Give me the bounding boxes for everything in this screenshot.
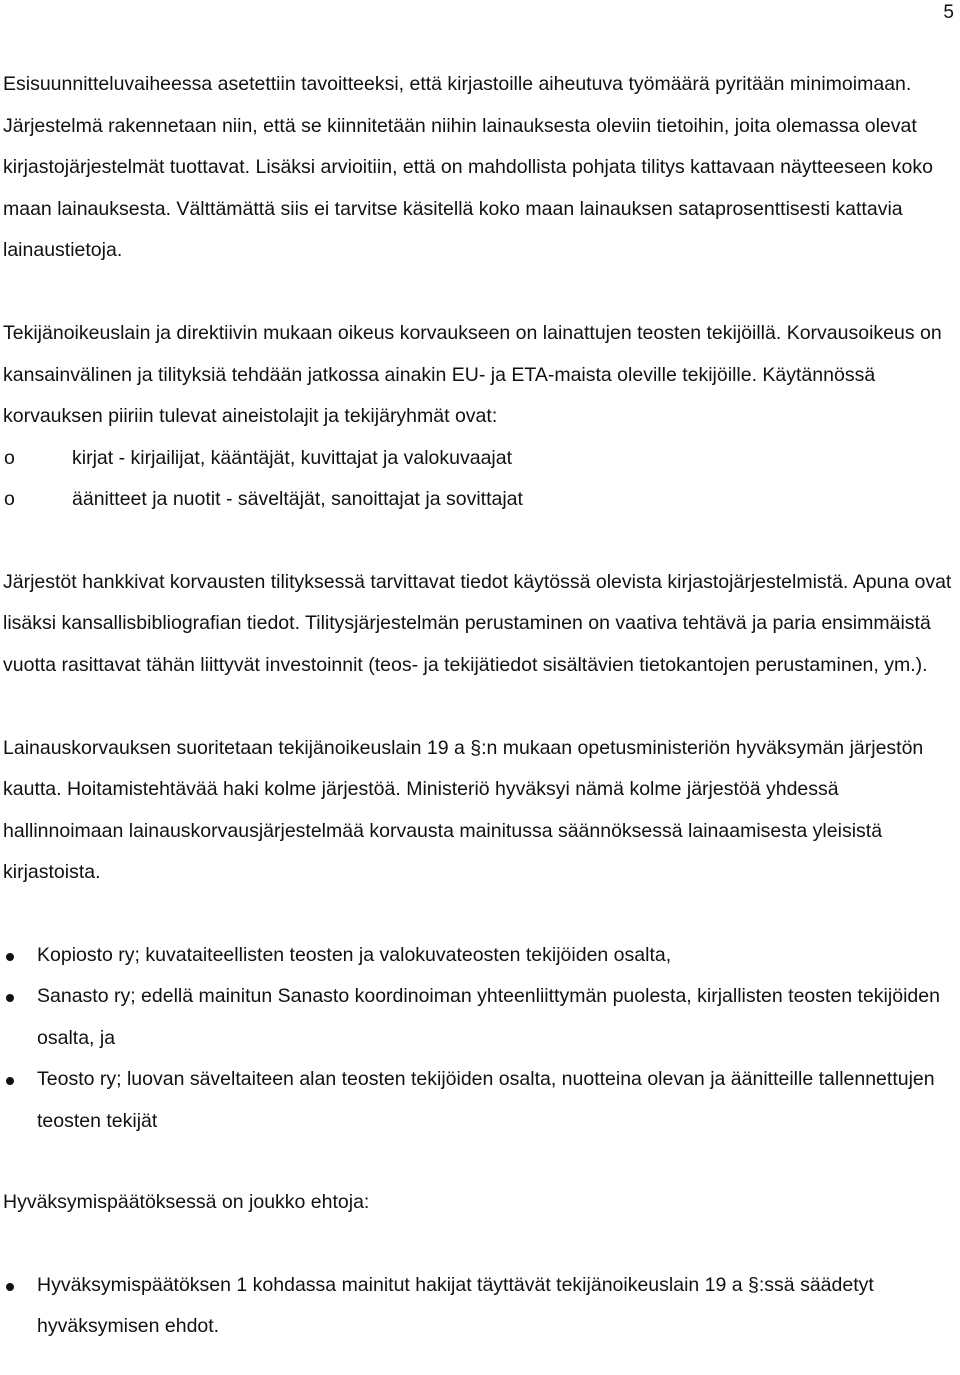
bullet-icon <box>6 994 14 1002</box>
paragraph-conditions-intro: Hyväksymispäätöksessä on joukko ehtoja: <box>3 1191 370 1213</box>
list-item-text: äänitteet ja nuotit - säveltäjät, sanoittajat ja sovittajat <box>72 488 523 510</box>
list-item <box>3 976 953 1059</box>
list-item-text: Teosto ry; luovan säveltaiteen alan teosten tekijöiden osalta, nuotteina olevan ja äänitteille tallennettujen teosten tekijät <box>37 1068 935 1132</box>
list-item <box>3 1059 953 1142</box>
list-item <box>3 935 953 977</box>
paragraph-approval: Lainauskorvauksen suoritetaan tekijänoikeuslain 19 a §:n mukaan opetusministeriön hyväksymän järjestön kautta. Hoitamistehtävää haki kolme järjestöä. Ministeriö hyväksyi nämä kolme järjestöä yhdessä hallinnoimaan lainauskorvausjärjestelmää korvausta mainitussa säännöksessä lainaamisesta yleisistä kirjastoista. <box>3 736 924 883</box>
list-item-text: Kopiosto ry; kuvataiteellisten teosten ja valokuvateosten tekijöiden osalta, <box>37 943 672 966</box>
list-item-text: kirjat - kirjailijat, kääntäjät, kuvittajat ja valokuvaajat <box>72 446 513 469</box>
bullet-icon <box>6 1283 14 1291</box>
list-item <box>3 438 953 480</box>
organizations-list <box>3 935 953 1143</box>
bullet-icon <box>6 1077 14 1085</box>
list-item <box>3 1265 953 1348</box>
material-types-list <box>3 438 953 521</box>
list-marker: o <box>4 446 15 469</box>
paragraph-rights: Tekijänoikeuslain ja direktiivin mukaan oikeus korvaukseen on lainattujen teosten tekijöillä. Korvausoikeus on kansainvälinen ja tilityksiä tehdään jatkossa ainakin EU- ja ETA-maista oleville tekijöille. Käytännössä korvauksen piiriin tulevat aineistolajit ja tekijäryhmät ovat: <box>3 322 942 427</box>
bullet-icon <box>6 953 14 961</box>
paragraph-goals: Esisuunnitteluvaiheessa asetettiin tavoitteeksi, että kirjastoille aiheutuva työmäärä pyritään minimoimaan. Järjestelmä rakennetaan niin, että se kiinnitetään niihin lainauksesta oleviin tietoihin, joita olemassa olevat kirjastojärjestelmät tuottavat. Lisäksi arvioitiin, että on mahdollista pohjata tilitys kattavaan näytteeseen koko maan lainauksesta. Välttämättä siis ei tarvitse käsitellä koko maan lainauksen sataprosenttisesti kattavia lainaustietoja. <box>3 73 933 261</box>
list-item <box>3 479 953 521</box>
document-body <box>3 64 953 1348</box>
conditions-list <box>3 1265 953 1348</box>
paragraph-organizations-data: Järjestöt hankkivat korvausten tilityksessä tarvittavat tiedot käytössä olevista kirjastojärjestelmistä. Apuna ovat lisäksi kansallisbibliografian tiedot. Tilitysjärjestelmän perustaminen on vaativa tehtävä ja paria ensimmäistä vuotta rasittavat tähän liittyvät investoinnit (teos- ja tekijätiedot sisältävien tietokantojen perustaminen, ym.). <box>3 570 952 676</box>
page-number: 5 <box>943 2 954 23</box>
list-item-text: Hyväksymispäätöksen 1 kohdassa mainitut hakijat täyttävät tekijänoikeuslain 19 a §:ssä säädetyt hyväksymisen ehdot. <box>37 1273 874 1337</box>
list-item-text: Sanasto ry; edellä mainitun Sanasto koordinoiman yhteenliittymän puolesta, kirjallisten teosten tekijöiden osalta, ja <box>37 985 940 1049</box>
list-marker: o <box>4 488 15 510</box>
